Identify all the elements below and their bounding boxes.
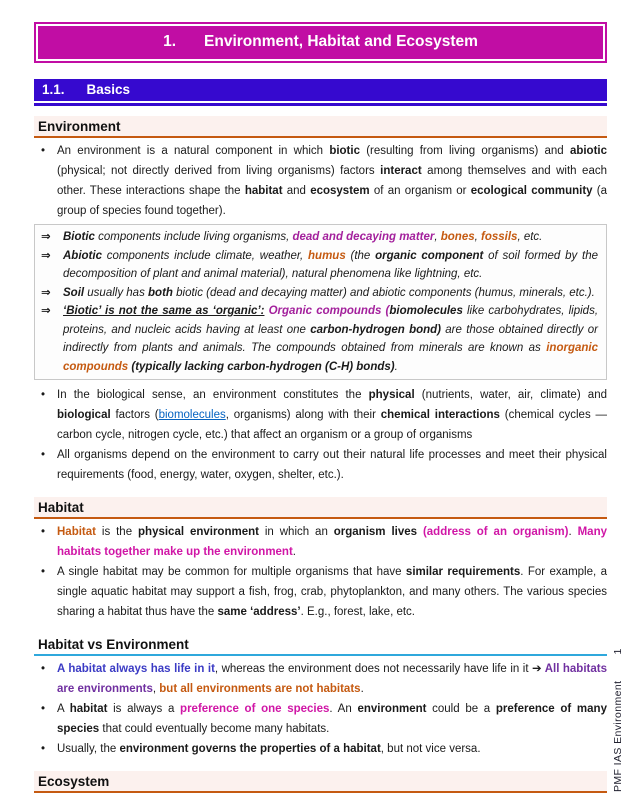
text-segment: of an organism or (369, 185, 471, 197)
text-segment: among themselves and with each other. These interactions shape the (57, 165, 607, 197)
text-segment: components include climate, weather, (101, 249, 309, 262)
heading-environment: Environment (34, 116, 607, 138)
section-bar-rule (34, 103, 607, 106)
text-segment: biotic (dead and decaying matter) and abiotic components (humus, minerals, etc.). (172, 286, 595, 299)
text-segment: dead and decaying matter (292, 231, 435, 243)
text-segment: Abiotic (63, 249, 102, 262)
text-segment: A single habitat may be common for multiple organisms that have (57, 566, 406, 578)
text-segment: habitat (244, 185, 283, 197)
text-segment: (typically lacking carbon-hydrogen (C-H) bonds) (128, 360, 395, 373)
text-segment: that could eventually become many habitats. (99, 723, 330, 735)
rich-text (57, 526, 607, 558)
callout-item (39, 284, 598, 303)
text-segment: similar requirements (405, 566, 521, 578)
text-segment: both (148, 286, 173, 299)
text-segment: biomolecules (389, 305, 463, 317)
heading-ecosystem: Ecosystem (34, 771, 607, 793)
habitat-vs-environment-list (34, 656, 607, 761)
habitat-list (34, 519, 607, 624)
rich-text (57, 703, 607, 735)
bullet-marker: • (41, 449, 46, 461)
section-bar (34, 79, 607, 101)
callout-item (39, 302, 598, 376)
page-footer-vertical (612, 648, 624, 792)
rich-text (57, 743, 481, 755)
text-segment: . (394, 360, 398, 373)
text-segment: of soil formed by the decomposition of plant and animal material), natural phenomena like lightning, etc. (63, 249, 598, 280)
rich-text (57, 449, 607, 481)
biomolecules-link[interactable]: biomolecules (158, 409, 226, 421)
callout-box (34, 224, 607, 380)
text-segment: (resulting from living organisms) and (359, 145, 570, 157)
text-segment: interact (380, 165, 422, 177)
bullet-item (34, 522, 607, 562)
section-title: Basics (86, 82, 131, 97)
chapter-number: 1. (163, 33, 177, 50)
text-segment: environment (357, 703, 427, 715)
bullet-marker: • (41, 389, 46, 401)
text-segment: could be a (426, 703, 496, 715)
text-segment: fossils (481, 231, 518, 243)
text-segment: chemical interactions (380, 409, 500, 421)
environment-intro-list (34, 138, 607, 223)
text-segment: inorganic compounds (63, 342, 598, 373)
rich-text (57, 663, 607, 695)
text-segment: preference of many species (57, 703, 607, 735)
text-segment: (a group of species found together). (57, 185, 608, 217)
bullet-item (34, 445, 607, 485)
text-segment: A habitat always has life in it (57, 663, 215, 675)
text-segment: . (292, 546, 296, 558)
text-segment: biological (57, 409, 111, 421)
text-segment: . E.g., forest, lake, etc. (300, 606, 416, 618)
text-segment: , (474, 231, 482, 243)
bullet-marker: • (41, 526, 46, 538)
text-segment: (address of an organism) (422, 526, 569, 538)
bullet-item (34, 385, 607, 445)
text-segment: Soil (63, 286, 85, 299)
text-segment: preference of one species (180, 703, 330, 715)
text-segment: components include living organisms, (94, 231, 293, 243)
text-segment: . An (329, 703, 358, 715)
text-segment: . For example, a single aquatic habitat may support a fish, frog, crab, phytoplankton, and many others. The various species sharing a habitat thus have the (57, 566, 607, 618)
rich-text (63, 305, 598, 373)
text-segment: , (152, 683, 160, 695)
text-segment: . (568, 526, 578, 538)
bullet-marker: • (41, 566, 46, 578)
chapter-title: Environment, Habitat and Ecosystem (204, 33, 478, 50)
callout-list (39, 228, 598, 376)
page-content (34, 116, 607, 793)
text-segment: and (282, 185, 311, 197)
text-segment: Organic compounds (268, 305, 382, 317)
text-segment: Many habitats together make up the environment (57, 526, 607, 558)
text-segment: like carbohydrates, lipids, proteins, and nucleic acids having at least one (63, 305, 599, 336)
text-segment: , (434, 231, 441, 243)
rich-text (57, 566, 607, 618)
section-number: 1.1. (42, 82, 65, 97)
heading-habitat: Habitat (34, 497, 607, 519)
text-segment: ecological community (470, 185, 593, 197)
text-segment: (physical; not directly derived from living organisms) factors (57, 165, 381, 177)
text-segment: All organisms depend on the environment to carry out their natural life processes and meet their physical requirements (food, energy, water, oxygen, shelter, etc.). (57, 449, 607, 481)
callout-item (39, 247, 598, 284)
text-segment: environment governs the properties of a habitat (119, 743, 381, 755)
text-segment: , organisms) along with their (225, 409, 381, 421)
text-segment: , but not vice versa. (380, 743, 481, 755)
text-segment: usually has (84, 286, 149, 299)
text-segment: physical environment (138, 526, 259, 538)
text-segment: same ‘address’ (217, 606, 301, 618)
page-number: 1 (612, 648, 624, 655)
text-segment: Habitat (57, 526, 96, 538)
text-segment: An environment is a natural component in which (57, 145, 330, 157)
callout-item (39, 228, 598, 247)
bullet-marker: • (41, 703, 46, 715)
text-segment: biotic (329, 145, 360, 157)
bullet-item (34, 141, 607, 221)
footer-label: PMF IAS Environment (612, 680, 624, 792)
environment-more-list (34, 382, 607, 487)
rich-text (57, 389, 607, 441)
bullet-item (34, 659, 607, 699)
arrow-marker: ⇒ (41, 249, 51, 262)
bullet-item (34, 562, 607, 622)
bullet-item (34, 739, 607, 759)
text-segment: in which an (258, 526, 334, 538)
text-segment: In the biological sense, an environment constitutes the (57, 389, 369, 401)
bullet-marker: • (41, 663, 46, 675)
text-segment: organic component (375, 249, 484, 262)
text-segment: Usually, the (57, 743, 120, 755)
chapter-title-inner (36, 24, 605, 61)
text-segment: are those obtained directly or indirectly from plants and animals. The compounds obtained from minerals are known as (63, 323, 598, 354)
rich-text (63, 231, 542, 243)
text-segment: (nutrients, water, air, climate) and (414, 389, 607, 401)
text-segment: , etc. (517, 231, 543, 243)
rich-text (63, 250, 598, 281)
text-segment: bones (440, 231, 475, 243)
text-segment: (the (345, 249, 376, 262)
text-segment: ‘Biotic’ is not the same as ‘organic’: (63, 305, 265, 317)
text-segment: habitat (69, 703, 108, 715)
text-segment: organism lives (333, 526, 423, 538)
text-segment: ➔ (532, 663, 545, 675)
text-segment: All habitats are environments (57, 663, 607, 695)
text-segment: ( (381, 305, 390, 317)
bullet-item (34, 699, 607, 739)
chapter-title-bar (34, 22, 607, 63)
arrow-marker: ⇒ (41, 286, 51, 299)
rich-text (57, 145, 607, 217)
text-segment: but all environments are not habitats (159, 683, 361, 695)
text-segment: Biotic (63, 231, 95, 243)
rich-text (63, 287, 595, 299)
text-segment: physical (368, 389, 415, 401)
text-segment: . (360, 683, 364, 695)
bullet-marker: • (41, 145, 46, 157)
text-segment: (chemical cycles — carbon cycle, nitrogen cycle, etc.) that affect an organism or a group of organisms (57, 409, 607, 441)
text-segment: is always a (107, 703, 181, 715)
text-segment: carbon-hydrogen bond) (310, 323, 441, 336)
arrow-marker: ⇒ (41, 231, 51, 243)
text-segment: ecosystem (310, 185, 370, 197)
text-segment: A (57, 703, 70, 715)
heading-habitat-vs-environment: Habitat vs Environment (34, 634, 607, 656)
text-segment: is the (95, 526, 139, 538)
text-segment: abiotic (569, 145, 607, 157)
text-segment: factors ( (110, 409, 159, 421)
arrow-marker: ⇒ (41, 305, 51, 317)
bullet-marker: • (41, 743, 46, 755)
text-segment: humus (308, 249, 346, 262)
text-segment: , whereas the environment does not necessarily have life in it (214, 663, 532, 675)
